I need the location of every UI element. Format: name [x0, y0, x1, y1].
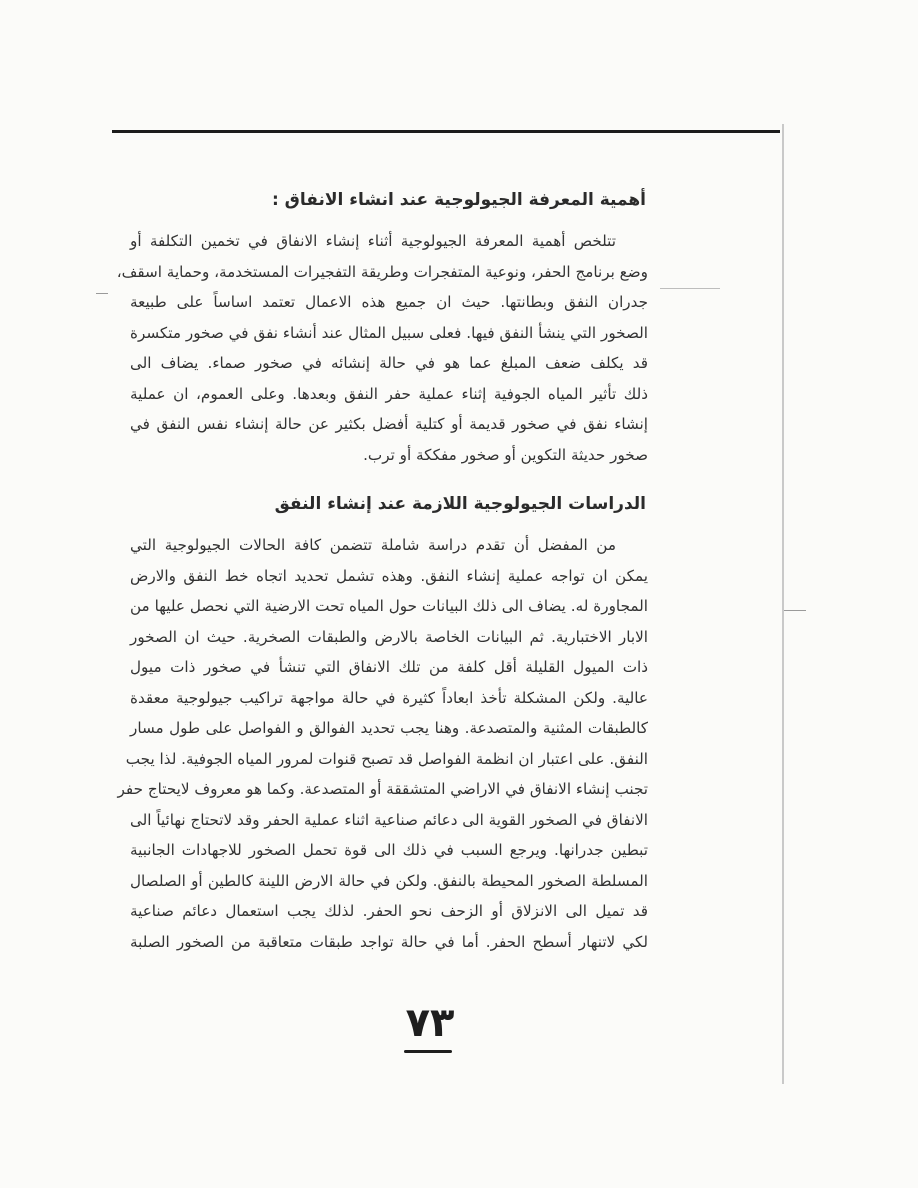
- text-line: جدران النفق وبطانتها. حيث ان جميع هذه الاعمال تعتمد اساساً على طبيعة: [130, 293, 648, 311]
- paragraph-geological-importance: [116, 226, 648, 470]
- top-rule: [112, 130, 780, 133]
- section-heading-geological-studies: الدراسات الجيولوجية اللازمة عند إنشاء النفق: [274, 494, 646, 514]
- text-line: كالطبقات المثنية والمتصدعة. وهنا يجب تحديد الفوالق و الفواصل على طول مسار: [130, 719, 648, 737]
- text-line: المسلطة الصخور المحيطة بالنفق. ولكن في حالة الارض اللينة كالطين أو الصلصال: [130, 871, 648, 890]
- text-line: تبطين جدرانها. ويرجع السبب في ذلك الى قوة تحمل الصخور للاجهادات الجانبية: [130, 841, 648, 859]
- page-edge-shadow: [782, 124, 784, 1084]
- paragraph-geological-studies: [117, 530, 648, 957]
- text-line: وضع برنامج الحفر، ونوعية المتفجرات وطريقة التفجيرات المستخدمة، وحماية اسقف،: [116, 262, 648, 281]
- text-line: صخور حديثة التكوين أو صخور مفككة أو ترب.: [363, 445, 648, 464]
- page-number: ٧٣: [405, 1000, 455, 1046]
- text-line: لكي لاتنهار أسطح الحفر. أما في حالة تواجد طبقات متعاقبة من الصخور الصلبة: [130, 932, 648, 951]
- text-line: ذلك تأثير المياه الجوفية إثناء عملية حفر النفق وبعدها. وعلى العموم، ان عملية: [130, 384, 648, 403]
- scan-artifact: [784, 610, 806, 611]
- text-line: ذات الميول القليلة أقل كلفة من تلك الانفاق التي تنشأ في صخور ذات ميول: [130, 658, 648, 676]
- text-line: إنشاء نفق في صخور قديمة أو كتلية أفضل بكثير عن حالة إنشاء نفس النفق في: [130, 415, 648, 433]
- scan-artifact: [96, 293, 108, 294]
- text-line: الابار الاختبارية. ثم البيانات الخاصة بالارض والطبقات الصخرية. حيث ان الصخور: [130, 627, 648, 646]
- text-line: الانفاق في الصخور القوية الى دعائم صناعية اثناء عملية الحفر وقد لاتحتاج نهائياً الى: [130, 810, 648, 829]
- text-line: من المفضل أن تقدم دراسة شاملة تتضمن كافة الحالات الجيولوجية التي: [130, 536, 616, 554]
- page-number-underline: [404, 1050, 452, 1053]
- text-line: الصخور التي ينشأ النفق فيها. فعلى سبيل المثال عند أنشاء نفق في صخور متكسرة: [130, 323, 648, 342]
- text-line: تتلخص أهمية المعرفة الجيولوجية أثناء إنشاء الانفاق في تخمين التكلفة أو: [130, 232, 616, 250]
- text-line: قد تميل الى الانزلاق أو الزحف نحو الحفر. لذلك يجب استعمال دعائم صناعية: [130, 902, 648, 920]
- text-line: تجنب إنشاء الانفاق في الاراضي المتشققة أو المتصدعة. وكما هو معروف لايحتاج حفر: [117, 780, 648, 798]
- text-line: عالية. ولكن المشكلة تأخذ ابعاداً كثيرة في حالة مواجهة تراكيب جيولوجية معقدة: [130, 688, 648, 707]
- text-line: المجاورة له. يضاف الى ذلك البيانات حول المياه تحت الارضية التي نحصل عليها من: [130, 597, 648, 615]
- text-line: النفق. على اعتبار ان انظمة الفواصل قد تصبح قنوات لمرور المياه الجوفية. لذا يجب: [125, 749, 648, 768]
- text-line: يمكن ان تواجه عملية إنشاء النفق. وهذه تشمل تحديد اتجاه خط النفق والارض: [130, 566, 648, 585]
- scan-artifact: [660, 288, 720, 289]
- section-heading-geological-importance: أهمية المعرفة الجيولوجية عند انشاء الانفاق :: [271, 190, 646, 210]
- text-line: قد يكلف ضعف المبلغ عما هو في حالة إنشائه في صخور صماء. يضاف الى: [130, 354, 648, 372]
